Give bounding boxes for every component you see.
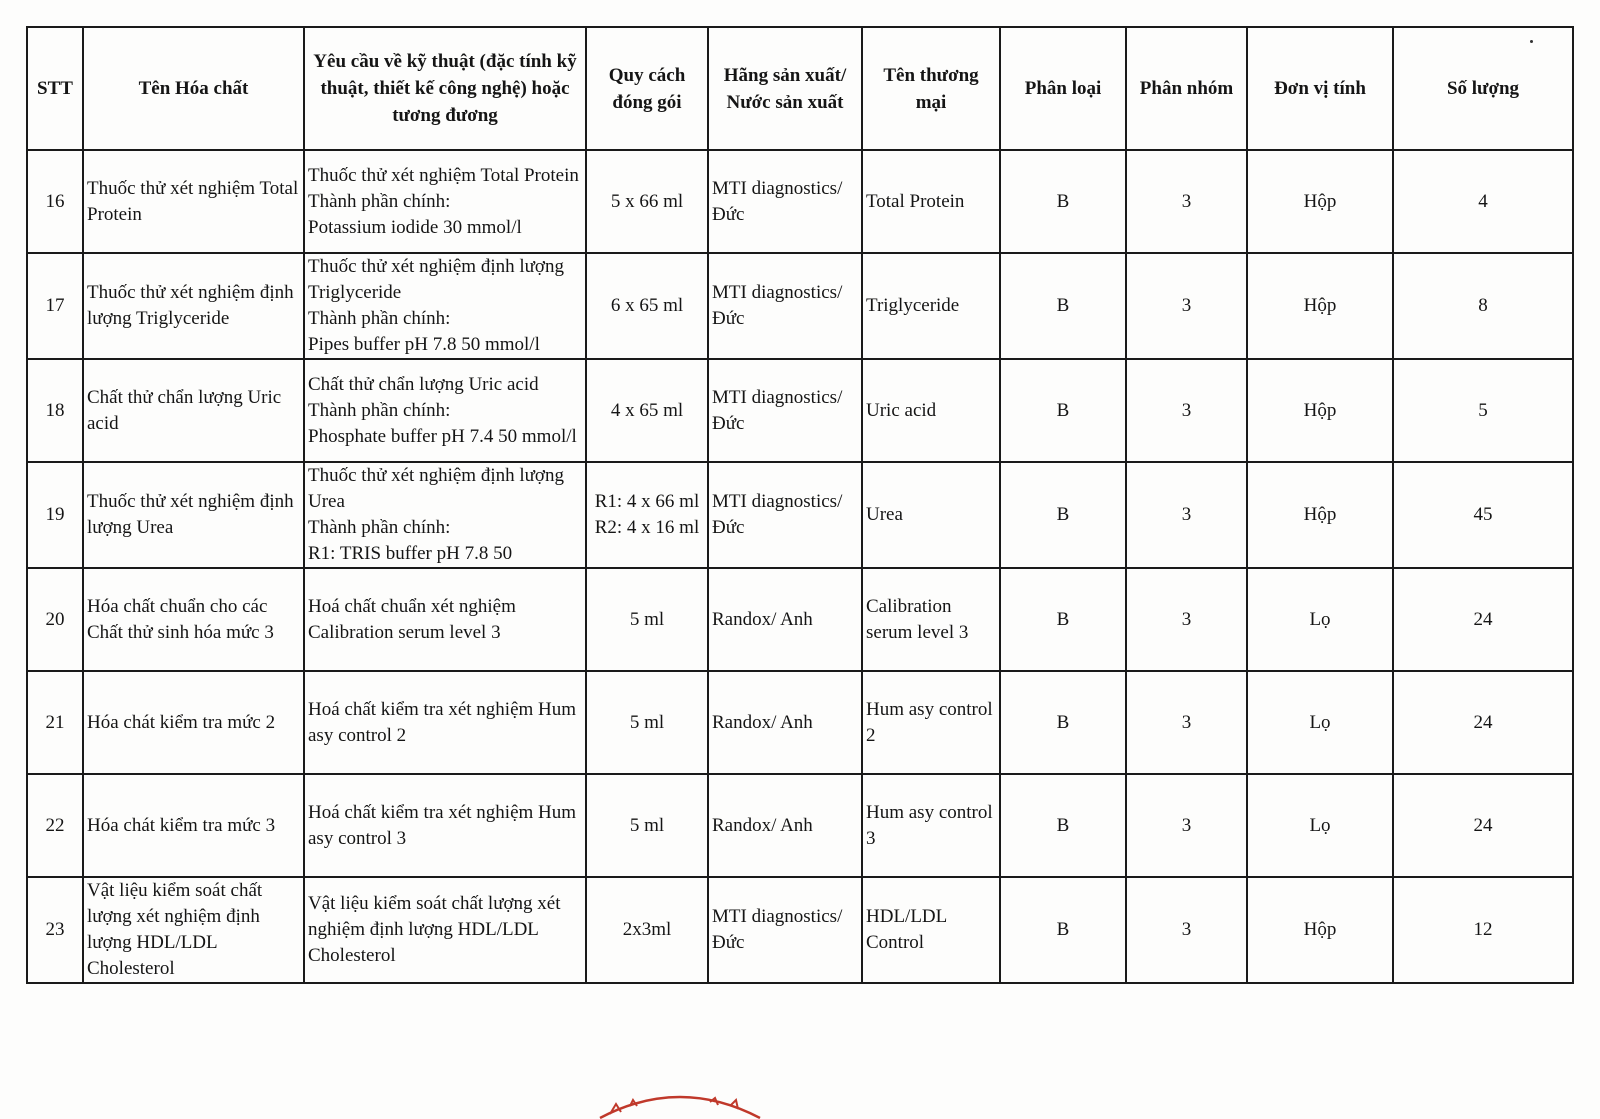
chemical-procurement-table xyxy=(26,26,1574,984)
cell-trade-name: Hum asy control 2 xyxy=(862,671,1000,774)
cell-packing-line: R2: 4 x 16 ml xyxy=(594,517,700,538)
header-packing: Quy cách đóng gói xyxy=(586,27,708,150)
cell-stt: 17 xyxy=(27,253,83,359)
table-row xyxy=(27,568,1573,671)
cell-packing-line: 6 x 65 ml xyxy=(610,295,684,316)
cell-technical-spec-line: Pipes buffer pH 7.8 50 mmol/l xyxy=(308,334,540,355)
cell-technical-spec-line: Thành phần chính: xyxy=(308,190,451,212)
cell-unit: Lọ xyxy=(1247,774,1393,877)
cell-stt: 19 xyxy=(27,462,83,568)
header-quantity: Số lượng xyxy=(1393,27,1573,150)
cell-packing xyxy=(586,253,708,359)
cell-technical-spec-line: Thành phần chính: xyxy=(308,517,451,538)
cell-unit: Lọ xyxy=(1247,671,1393,774)
cell-stt: 16 xyxy=(27,150,83,253)
cell-technical-spec-line: Thuốc thử xét nghiệm định lượng Urea xyxy=(308,465,564,512)
cell-quantity: 24 xyxy=(1393,774,1573,877)
cell-packing-line: 2x3ml xyxy=(622,919,672,940)
cell-quantity: 4 xyxy=(1393,150,1573,253)
table-header-row xyxy=(27,27,1573,150)
cell-chemical-name: Thuốc thử xét nghiệm định lượng Urea xyxy=(83,462,304,568)
cell-chemical-name: Chất thử chẩn lượng Uric acid xyxy=(83,359,304,462)
cell-unit: Hộp xyxy=(1247,359,1393,462)
cell-packing xyxy=(586,359,708,462)
cell-manufacturer: MTI diagnostics/ Đức xyxy=(708,359,862,462)
table-row xyxy=(27,150,1573,253)
cell-manufacturer: Randox/ Anh xyxy=(708,774,862,877)
cell-unit: Lọ xyxy=(1247,568,1393,671)
cell-packing xyxy=(586,774,708,877)
cell-packing-line: 5 ml xyxy=(629,711,665,733)
cell-quantity: 5 xyxy=(1393,359,1573,462)
cell-technical-spec xyxy=(304,359,586,462)
cell-trade-name: Calibration serum level 3 xyxy=(862,568,1000,671)
cell-category: B xyxy=(1000,877,1126,983)
cell-group: 3 xyxy=(1126,150,1247,253)
cell-technical-spec-line: Hoá chất chuẩn xét nghiệm Calibration serum level 3 xyxy=(308,595,516,643)
table-row xyxy=(27,671,1573,774)
cell-technical-spec-line: Phosphate buffer pH 7.4 50 mmol/l xyxy=(308,425,577,447)
cell-technical-spec-line: Thành phần chính: xyxy=(308,308,451,329)
cell-category: B xyxy=(1000,253,1126,359)
header-unit: Đơn vị tính xyxy=(1247,27,1393,150)
cell-trade-name: Triglyceride xyxy=(862,253,1000,359)
red-seal-stamp-fragment xyxy=(590,1084,770,1119)
cell-technical-spec-line: Thuốc thử xét nghiệm định lượng Triglyceride xyxy=(308,256,564,303)
header-technical-requirements: Yêu cầu về kỹ thuật (đặc tính kỹ thuật, thiết kế công nghệ) hoặc tương đương xyxy=(304,27,586,150)
cell-quantity: 8 xyxy=(1393,253,1573,359)
cell-quantity: 12 xyxy=(1393,877,1573,983)
cell-group: 3 xyxy=(1126,462,1247,568)
table-row xyxy=(27,253,1573,359)
cell-stt: 23 xyxy=(27,877,83,983)
cell-packing xyxy=(586,568,708,671)
cell-packing xyxy=(586,877,708,983)
cell-packing-line: 5 ml xyxy=(629,814,665,836)
cell-technical-spec xyxy=(304,568,586,671)
cell-technical-spec xyxy=(304,774,586,877)
cell-technical-spec-line: Thành phần chính: xyxy=(308,399,451,421)
cell-group: 3 xyxy=(1126,568,1247,671)
cell-packing-line: 5 x 66 ml xyxy=(610,190,684,212)
cell-unit: Hộp xyxy=(1247,150,1393,253)
cell-packing-line: 5 ml xyxy=(629,608,665,630)
cell-group: 3 xyxy=(1126,671,1247,774)
cell-trade-name: Urea xyxy=(862,462,1000,568)
cell-technical-spec-line: Hoá chất kiểm tra xét nghiệm Hum asy control 3 xyxy=(308,801,577,849)
table-row xyxy=(27,774,1573,877)
cell-technical-spec-line: Potassium iodide 30 mmol/l xyxy=(308,216,522,238)
header-manufacturer: Hãng sản xuất/ Nước sản xuất xyxy=(708,27,862,150)
header-stt: STT xyxy=(27,27,83,150)
header-group: Phân nhóm xyxy=(1126,27,1247,150)
cell-chemical-name: Hóa chát kiểm tra mức 2 xyxy=(83,671,304,774)
cell-category: B xyxy=(1000,150,1126,253)
cell-chemical-name: Hóa chất chuẩn cho các Chất thử sinh hóa mức 3 xyxy=(83,568,304,671)
cell-packing-line: 4 x 65 ml xyxy=(610,399,684,421)
cell-manufacturer: MTI diagnostics/ Đức xyxy=(708,150,862,253)
cell-technical-spec-line: R1: TRIS buffer pH 7.8 50 xyxy=(308,543,513,564)
table-row xyxy=(27,877,1573,983)
cell-manufacturer: Randox/ Anh xyxy=(708,568,862,671)
cell-technical-spec xyxy=(304,671,586,774)
cell-trade-name: Uric acid xyxy=(862,359,1000,462)
cell-category: B xyxy=(1000,774,1126,877)
cell-trade-name: HDL/LDL Control xyxy=(862,877,1000,983)
cell-stt: 22 xyxy=(27,774,83,877)
cell-quantity: 45 xyxy=(1393,462,1573,568)
header-category: Phân loại xyxy=(1000,27,1126,150)
header-trade-name: Tên thương mại xyxy=(862,27,1000,150)
header-chemical-name: Tên Hóa chất xyxy=(83,27,304,150)
cell-manufacturer: MTI diagnostics/ Đức xyxy=(708,253,862,359)
cell-stt: 18 xyxy=(27,359,83,462)
table-row xyxy=(27,359,1573,462)
cell-unit: Hộp xyxy=(1247,877,1393,983)
cell-packing xyxy=(586,671,708,774)
scan-dot-mark xyxy=(1530,40,1533,43)
cell-technical-spec xyxy=(304,877,586,983)
cell-category: B xyxy=(1000,568,1126,671)
cell-group: 3 xyxy=(1126,253,1247,359)
cell-quantity: 24 xyxy=(1393,671,1573,774)
cell-technical-spec-line: Chất thử chẩn lượng Uric acid xyxy=(308,373,539,395)
cell-stt: 21 xyxy=(27,671,83,774)
cell-category: B xyxy=(1000,462,1126,568)
cell-stt: 20 xyxy=(27,568,83,671)
cell-manufacturer: MTI diagnostics/ Đức xyxy=(708,462,862,568)
cell-trade-name: Hum asy control 3 xyxy=(862,774,1000,877)
table-body xyxy=(27,150,1573,983)
cell-group: 3 xyxy=(1126,877,1247,983)
cell-technical-spec-line: Hoá chất kiểm tra xét nghiệm Hum asy control 2 xyxy=(308,698,577,746)
cell-group: 3 xyxy=(1126,359,1247,462)
cell-unit: Hộp xyxy=(1247,462,1393,568)
cell-technical-spec-line: Vật liệu kiểm soát chất lượng xét nghiệm định lượng HDL/LDL Cholesterol xyxy=(308,893,561,966)
cell-chemical-name: Vật liệu kiểm soát chất lượng xét nghiệm định lượng HDL/LDL Cholesterol xyxy=(83,877,304,983)
table-row xyxy=(27,462,1573,568)
cell-category: B xyxy=(1000,671,1126,774)
cell-technical-spec-line: Thuốc thử xét nghiệm Total Protein xyxy=(308,164,579,186)
cell-trade-name: Total Protein xyxy=(862,150,1000,253)
cell-quantity: 24 xyxy=(1393,568,1573,671)
cell-packing xyxy=(586,150,708,253)
cell-chemical-name: Thuốc thử xét nghiệm định lượng Triglyceride xyxy=(83,253,304,359)
cell-chemical-name: Hóa chát kiểm tra mức 3 xyxy=(83,774,304,877)
cell-chemical-name: Thuốc thử xét nghiệm Total Protein xyxy=(83,150,304,253)
cell-manufacturer: MTI diagnostics/ Đức xyxy=(708,877,862,983)
cell-packing xyxy=(586,462,708,568)
cell-category: B xyxy=(1000,359,1126,462)
cell-unit: Hộp xyxy=(1247,253,1393,359)
cell-packing-line: R1: 4 x 66 ml xyxy=(594,491,700,512)
cell-technical-spec xyxy=(304,462,586,568)
cell-group: 3 xyxy=(1126,774,1247,877)
cell-technical-spec xyxy=(304,253,586,359)
cell-manufacturer: Randox/ Anh xyxy=(708,671,862,774)
cell-technical-spec xyxy=(304,150,586,253)
